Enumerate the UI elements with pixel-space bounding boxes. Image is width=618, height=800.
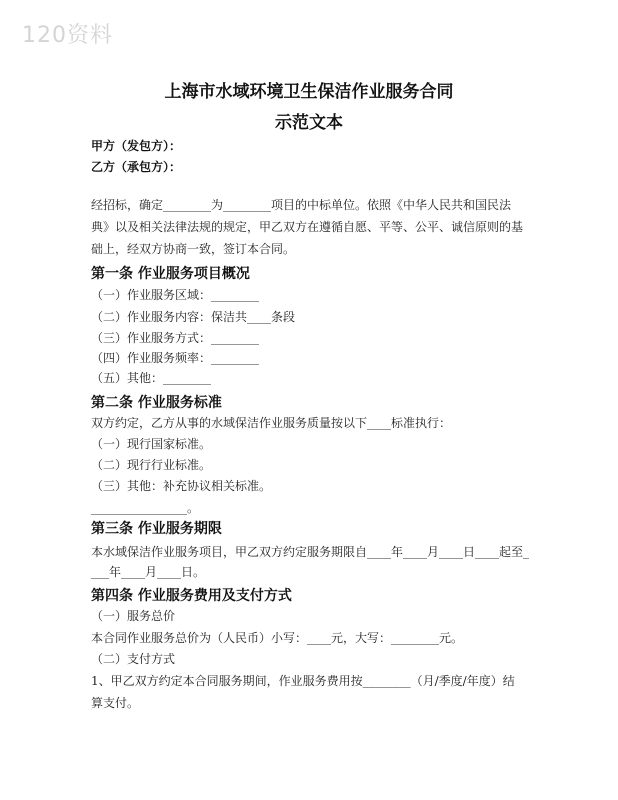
preamble-line: 典》以及相关法律法规的规定，甲乙双方在遵循自愿、平等、公平、诚信原则的基 xyxy=(91,220,524,234)
party-b-label: 乙方（承包方）： xyxy=(91,160,182,174)
article-4-heading: 第四条 作业服务费用及支付方式 xyxy=(91,588,292,604)
article-2-heading: 第二条 作业服务标准 xyxy=(91,395,222,411)
preamble-line: 经招标，确定________为________项目的中标单位。依照《中华人民共和国民法 xyxy=(91,198,512,212)
article-1-heading: 第一条 作业服务项目概况 xyxy=(91,266,250,282)
document-subtitle: 示范文本 xyxy=(275,113,343,133)
article-2-item: （三）其他：补充协议相关标准。 xyxy=(91,479,272,493)
watermark: 120资料 xyxy=(22,23,113,48)
article-2-item: （二）现行行业标准。 xyxy=(91,458,212,472)
article-4-line: 1、甲乙双方约定本合同服务期间，作业服务费用按________（月/季度/年度）结 xyxy=(91,674,515,688)
article-2-intro: 双方约定，乙方从事的水域保洁作业服务质量按以下____标准执行： xyxy=(91,416,452,430)
article-4-line: 算支付。 xyxy=(91,696,140,710)
article-4-line: （二）支付方式 xyxy=(91,652,176,666)
article-4-line: 本合同作业服务总价为（人民币）小写：____元，大写：________元。 xyxy=(91,631,464,645)
article-1-item: （三）作业服务方式：________ xyxy=(91,331,260,345)
article-1-item: （四）作业服务频率：________ xyxy=(91,351,260,365)
article-2-blank: ________________。 xyxy=(91,501,200,515)
party-a-label: 甲方（发包方）： xyxy=(91,139,182,153)
article-3-line: ___年____月____日。 xyxy=(91,565,206,579)
article-1-item: （二）作业服务内容：保洁共____条段 xyxy=(91,310,296,324)
document-title: 上海市水域环境卫生保洁作业服务合同 xyxy=(164,82,454,102)
article-1-item: （五）其他：________ xyxy=(91,371,212,385)
article-3-heading: 第三条 作业服务期限 xyxy=(91,521,222,537)
article-3-line: 本水域保洁作业服务项目，甲乙双方约定服务期限自____年____月____日____起至_ xyxy=(91,545,530,559)
preamble-line: 础上，经双方协商一致，签订本合同。 xyxy=(91,242,296,256)
article-1-item: （一）作业服务区域：________ xyxy=(91,288,260,302)
article-2-item: （一）现行国家标准。 xyxy=(91,437,212,451)
article-4-line: （一）服务总价 xyxy=(91,609,176,623)
